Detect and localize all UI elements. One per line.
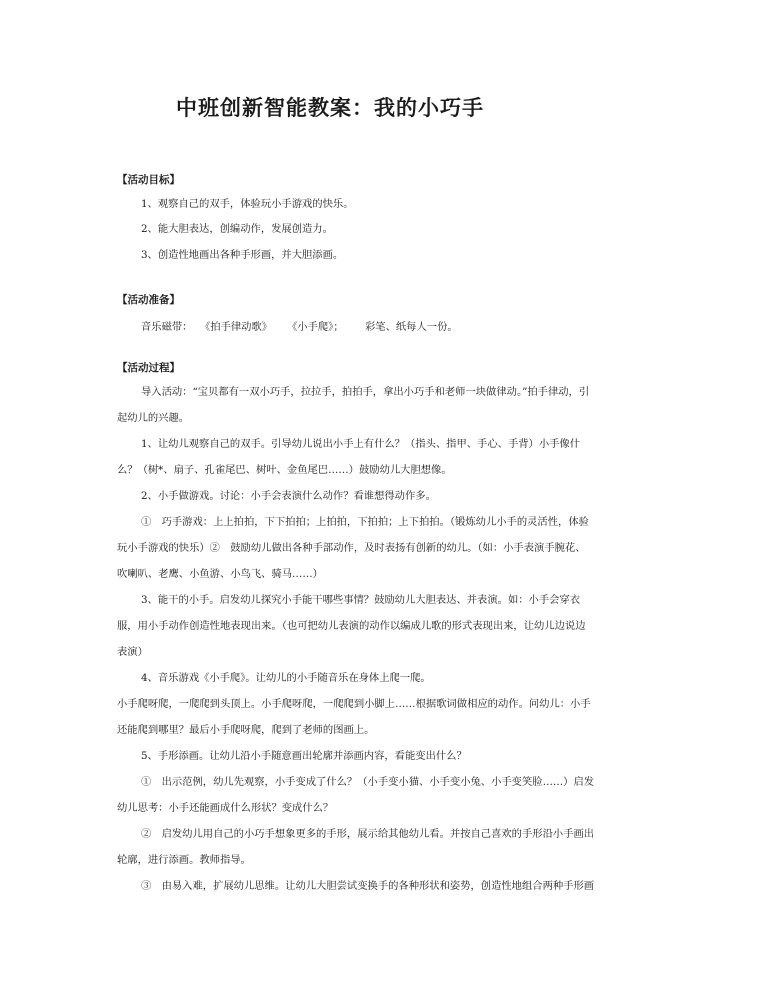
page-title: 中班创新智能教案：我的小巧手 [176, 96, 484, 120]
process-line: 5、手形添画。让幼儿沿小手随意画出轮廓并添画内容，看能变出什么？ [141, 750, 467, 762]
prep-label: 音乐磁带： [141, 321, 193, 333]
process-line: 幼儿思考：小手还能画成什么形状？变成什么？ [117, 802, 334, 814]
process-line: ② 启发幼儿用自己的小巧手想象更多的手形，展示给其他幼儿看。并按自己喜欢的手形沿小手画出 [141, 828, 595, 840]
process-line: 还能爬到哪里？最后小手爬呀爬，爬到了老师的图画上。 [117, 724, 375, 736]
process-line: 导入活动：“宝贝都有一双小巧手，拉拉手，拍拍手，拿出小巧手和老师一块做律动。”拍手律动，引 [141, 386, 590, 398]
process-line: ① 出示范例，幼儿先观察，小手变成了什么？（小手变小猫、小手变小兔、小手变笑脸……）启发 [141, 776, 595, 788]
process-line: ① 巧手游戏：上上拍拍，下下拍拍；上拍拍，下拍拍；上下拍拍。（锻炼幼儿小手的灵活性，体验 [141, 516, 589, 528]
goal-item-2: 2、能大胆表达，创编动作，发展创造力。 [141, 223, 333, 235]
heading-goals: 【活动目标】 [117, 174, 180, 186]
process-line: 玩小手游戏的快乐）② 鼓励幼儿做出各种手部动作，及时表扬有创新的幼儿。（如：小手表演手腕花、 [117, 542, 586, 554]
process-line: 吹喇叭、老鹰、小鱼游、小鸟飞、骑马……） [117, 568, 323, 580]
process-line: 1、让幼儿观察自己的双手。引导幼儿说出小手上有什么？（指头、指甲、手心、手背）小手像什 [141, 438, 581, 450]
process-line: 4、音乐游戏《小手爬》。让幼儿的小手随音乐在身体上爬一爬。 [141, 672, 431, 684]
process-line: ③ 由易入难，扩展幼儿思维。让幼儿大胆尝试变换手的各种形状和姿势，创造性地组合两种手形画 [141, 880, 595, 892]
goal-item-3: 3、创造性地画出各种手形画，并大胆添画。 [141, 249, 344, 261]
process-line: 服，用小手动作创造性地表现出来。（也可把幼儿表演的动作以编成儿歌的形式表现出来，让幼儿边说边 [117, 620, 586, 632]
process-line: 小手爬呀爬，一爬爬到头顶上。小手爬呀爬，一爬爬到小脚上……根据歌词做相应的动作。问幼儿：小手 [117, 698, 591, 710]
process-line: 3、能干的小手。启发幼儿探究小手能干哪些事情？鼓励幼儿大胆表达、并表演。如：小手会穿衣 [141, 594, 581, 606]
heading-prep: 【活动准备】 [117, 294, 180, 306]
process-line: 2、小手做游戏。讨论：小手会表演什么动作？看谁想得动作多。 [141, 490, 436, 502]
heading-process: 【活动过程】 [117, 362, 180, 374]
process-line: 起幼儿的兴趣。 [117, 412, 190, 424]
prep-materials: 彩笔、纸每人一份。 [365, 321, 458, 333]
process-line: 表演） [117, 646, 148, 658]
process-line: 轮廓，进行添画。教师指导。 [117, 854, 251, 866]
goal-item-1: 1、观察自己的双手，体验玩小手游戏的快乐。 [141, 198, 354, 210]
prep-song-1: 《拍手律动歌》 [200, 321, 273, 333]
process-line: 么？（树*、扇子、孔雀尾巴、树叶、金鱼尾巴……）鼓励幼儿大胆想像。 [117, 464, 452, 476]
prep-song-2: 《小手爬》； [287, 321, 344, 333]
